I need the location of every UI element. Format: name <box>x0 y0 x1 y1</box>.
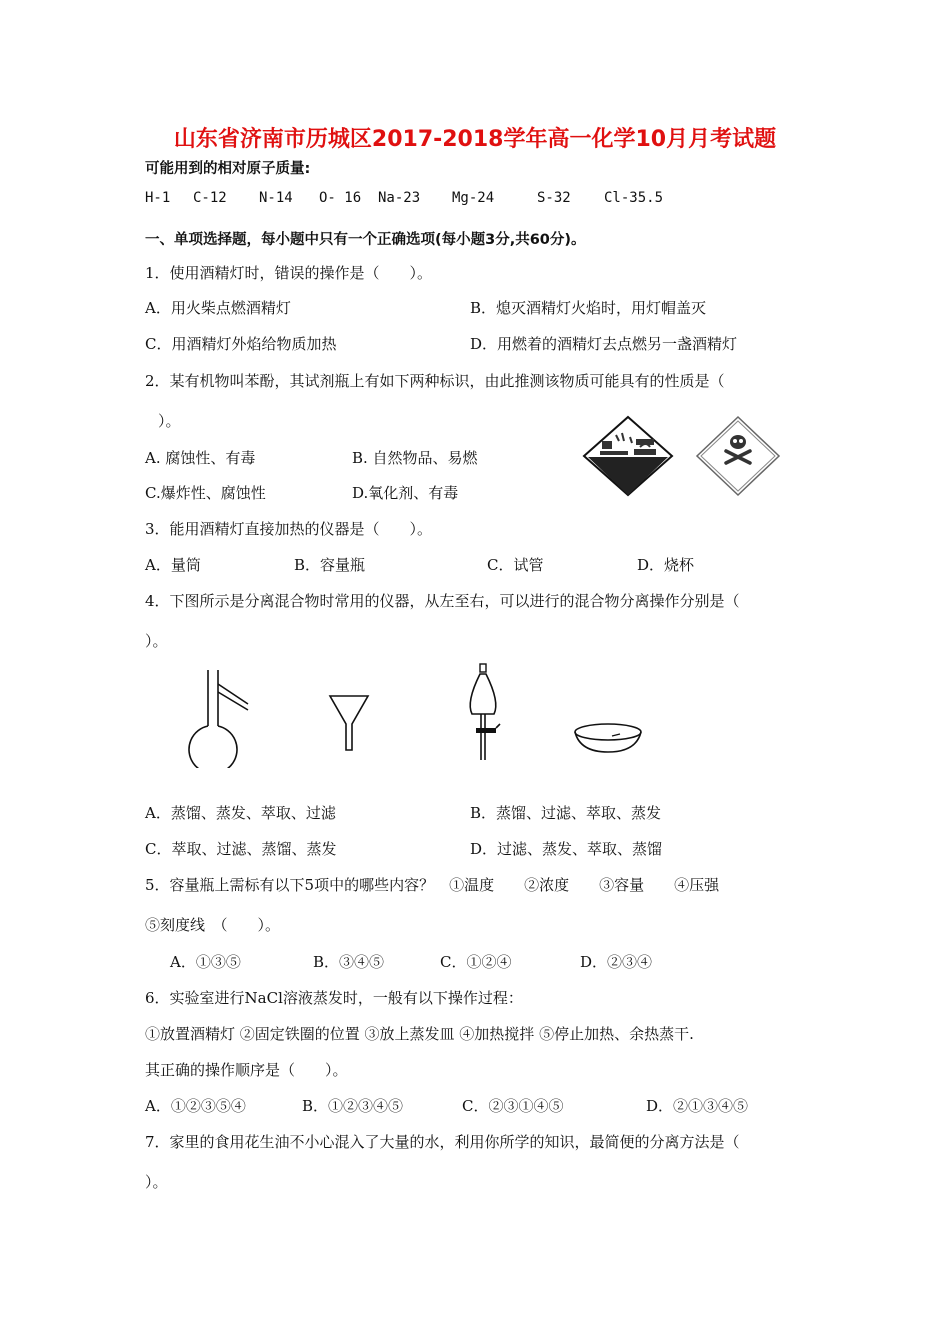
atomic-mass-mg: Mg-24 <box>452 190 495 206</box>
question-4-option-c: C．萃取、过滤、蒸馏、蒸发 <box>145 840 337 858</box>
question-6-option-a: A．①②③⑤④ <box>145 1097 246 1115</box>
separatory-funnel-icon <box>462 662 506 762</box>
question-3-option-b: B．容量瓶 <box>294 556 366 574</box>
question-5-stem-cont: ⑤刻度线 （ ）。 <box>145 916 281 934</box>
question-1-option-c: C．用酒精灯外焰给物质加热 <box>145 335 337 353</box>
question-4-option-d: D．过滤、蒸发、萃取、蒸馏 <box>470 840 663 858</box>
atomic-mass-n: N-14 <box>259 190 293 206</box>
funnel-icon <box>328 692 370 754</box>
corrosive-icon <box>582 415 674 497</box>
atomic-mass-na: Na-23 <box>378 190 421 206</box>
question-3-option-c: C．试管 <box>487 556 544 574</box>
question-2-stem-cont: ）。 <box>158 412 181 430</box>
atomic-mass-heading: 可能用到的相对原子质量: <box>145 161 311 177</box>
question-1-option-d: D．用燃着的酒精灯去点燃另一盏酒精灯 <box>470 335 738 353</box>
question-5-option-a: A．①③⑤ <box>170 953 241 971</box>
question-6-option-c: C．②③①④⑤ <box>462 1097 564 1115</box>
question-4-stem-cont: ）。 <box>145 632 168 650</box>
atomic-mass-s: S-32 <box>537 190 571 206</box>
question-5-stem: 5．容量瓶上需标有以下5项中的哪些内容？ ①温度 ②浓度 ③容量 ④压强 <box>145 876 720 894</box>
question-3-option-d: D．烧杯 <box>637 556 695 574</box>
distillation-flask-icon <box>188 668 253 768</box>
toxic-icon <box>695 415 781 497</box>
question-6-option-b: B．①②③④⑤ <box>302 1097 404 1115</box>
question-4-option-a: A．蒸馏、蒸发、萃取、过滤 <box>145 804 336 822</box>
question-5-option-c: C．①②④ <box>440 953 512 971</box>
question-2-stem: 2．某有机物叫苯酚，其试剂瓶上有如下两种标识，由此推测该物质可能具有的性质是（ <box>145 372 725 390</box>
question-2-option-b: B. 自然物品、易燃 <box>352 449 478 467</box>
question-5-option-b: B．③④⑤ <box>313 953 385 971</box>
question-3-stem: 3．能用酒精灯直接加热的仪器是（ ）。 <box>145 520 433 538</box>
question-1-option-a: A．用火柴点燃酒精灯 <box>145 299 291 317</box>
section-heading: 一、单项选择题，每小题中只有一个正确选项(每小题3分,共60分)。 <box>145 232 586 248</box>
question-1-stem: 1．使用酒精灯时，错误的操作是（ ）。 <box>145 264 433 282</box>
question-7-stem: 7．家里的食用花生油不小心混入了大量的水，利用你所学的知识，最简便的分离方法是（ <box>145 1133 740 1151</box>
question-2-option-d: D.氧化剂、有毒 <box>352 484 459 502</box>
question-4-stem: 4．下图所示是分离混合物时常用的仪器，从左至右，可以进行的混合物分离操作分别是（ <box>145 592 740 610</box>
question-6-steps: ①放置酒精灯 ②固定铁圈的位置 ③放上蒸发皿 ④加热搅拌 ⑤停止加热、余热蒸干. <box>145 1025 694 1043</box>
atomic-mass-h: H-1 <box>145 190 171 206</box>
question-4-option-b: B．蒸馏、过滤、萃取、蒸发 <box>470 804 662 822</box>
question-3-option-a: A．量筒 <box>145 556 201 574</box>
question-6-ask: 其正确的操作顺序是（ ）。 <box>145 1061 348 1079</box>
page-title: 山东省济南市历城区2017-2018学年高一化学10月月考试题 <box>173 127 777 152</box>
question-7-stem-cont: ）。 <box>145 1173 168 1191</box>
atomic-mass-c: C-12 <box>193 190 227 206</box>
question-2-option-a: A. 腐蚀性、有毒 <box>145 449 256 467</box>
question-1-option-b: B．熄灭酒精灯火焰时，用灯帽盖灭 <box>470 299 707 317</box>
question-6-option-d: D．②①③④⑤ <box>646 1097 749 1115</box>
atomic-mass-o: O- 16 <box>319 190 362 206</box>
question-6-stem: 6．实验室进行NaCl溶液蒸发时，一般有以下操作过程： <box>145 989 523 1007</box>
atomic-mass-cl: Cl-35.5 <box>604 190 664 206</box>
evaporating-dish-icon <box>572 722 644 756</box>
question-5-option-d: D．②③④ <box>580 953 653 971</box>
question-2-option-c: C.爆炸性、腐蚀性 <box>145 484 266 502</box>
